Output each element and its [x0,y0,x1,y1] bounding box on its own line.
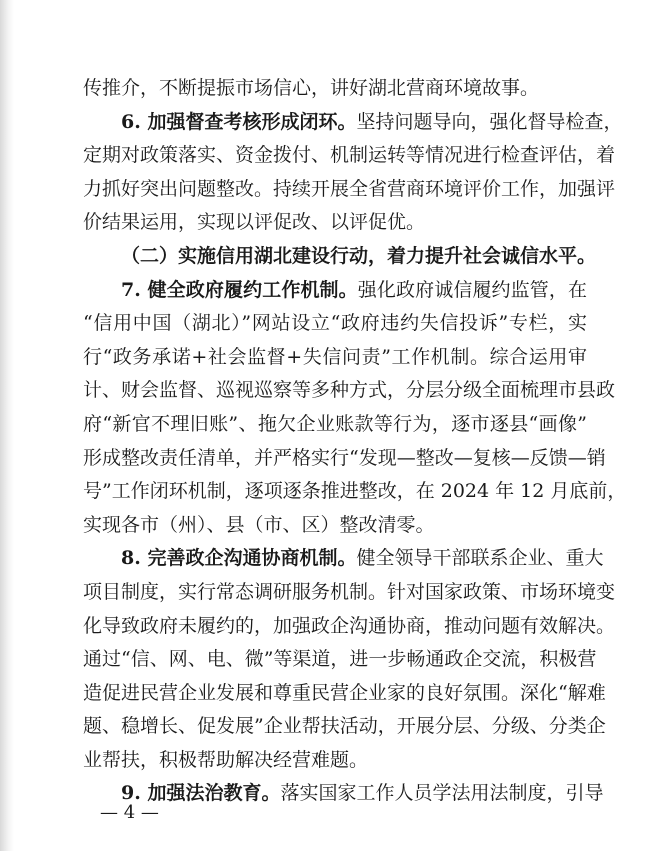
paragraph-line: 力抓好突出问题整改。持续开展全省营商环境评价工作，加强评 [83,177,616,200]
paragraph-line: 造促进民营企业发展和尊重民营企业家的良好氛围。深化“解难 [83,681,606,704]
item-heading: 7. 健全政府履约工作机制。 [121,278,358,301]
paragraph-line: 形成整改责任清单，并严格实行“发现—整改—复核—反馈—销 [83,446,606,469]
paragraph-line: 6. 加强督查考核形成闭环。坚持问题导向，强化督导检查， [121,110,623,133]
page-number: — 4 — [100,802,159,823]
paragraph-line: 价结果运用，实现以评促改、以评促优。 [83,211,426,234]
paragraph-line: 行“政务承诺+社会监督+失信问责”工作机制。综合运用审 [83,345,587,368]
paragraph-line: 府“新官不理旧账”、拖欠企业账款等行为，逐市逐县“画像” [83,412,587,435]
item-heading: 6. 加强督查考核形成闭环。 [121,110,357,133]
paragraph-line: 传推介，不断提振市场信心，讲好湖北营商环境故事。 [83,77,540,99]
paragraph-line: 8. 完善政企沟通协商机制。健全领导干部联系企业、重大 [121,547,604,570]
paragraph-line: 9. 加强法治教育。落实国家工作人员学法用法制度，引导 [121,782,604,805]
item-heading: 9. 加强法治教育。 [121,782,281,805]
paragraph-line: 题、稳增长、促发展”企业帮扶活动，开展分层、分级、分类企 [83,715,606,738]
scan-edge-shadow [0,0,14,851]
paragraph-line: 定期对政策落实、资金拨付、机制运转等情况进行检查评估，着 [83,144,616,167]
paragraph-line: 通过“信、网、电、微”等渠道，进一步畅通政企交流，积极营 [83,648,597,671]
paragraph-line: 号”工作闭环机制，逐项逐条推进整改，在 2024 年 12 月底前， [83,480,627,503]
paragraph-line: 计、财会监督、巡视巡察等多种方式，分层分级全面梳理市县政 [83,379,616,402]
paragraph-line: “信用中国（湖北）”网站设立“政府违约失信投诉”专栏，实 [83,312,587,335]
body-text [83,72,627,811]
item-heading: 8. 完善政企沟通协商机制。 [121,547,357,570]
paragraph-line: 项目制度，实行常态调研服务机制。针对国家政策、市场环境变 [83,580,616,603]
paragraph-line: 7. 健全政府履约工作机制。强化政府诚信履约监管，在 [121,278,587,301]
paragraph-line: 实现各市（州）、县（市、区）整改清零。 [83,513,435,536]
section-heading: （二）实施信用湖北建设行动，着力提升社会诚信水平。 [121,244,597,267]
paragraph-line: 化导致政府未履约的，加强政企沟通协商，推动问题有效解决。 [83,614,616,637]
paragraph-line: 业帮扶，积极帮助解决经营难题。 [83,748,369,771]
